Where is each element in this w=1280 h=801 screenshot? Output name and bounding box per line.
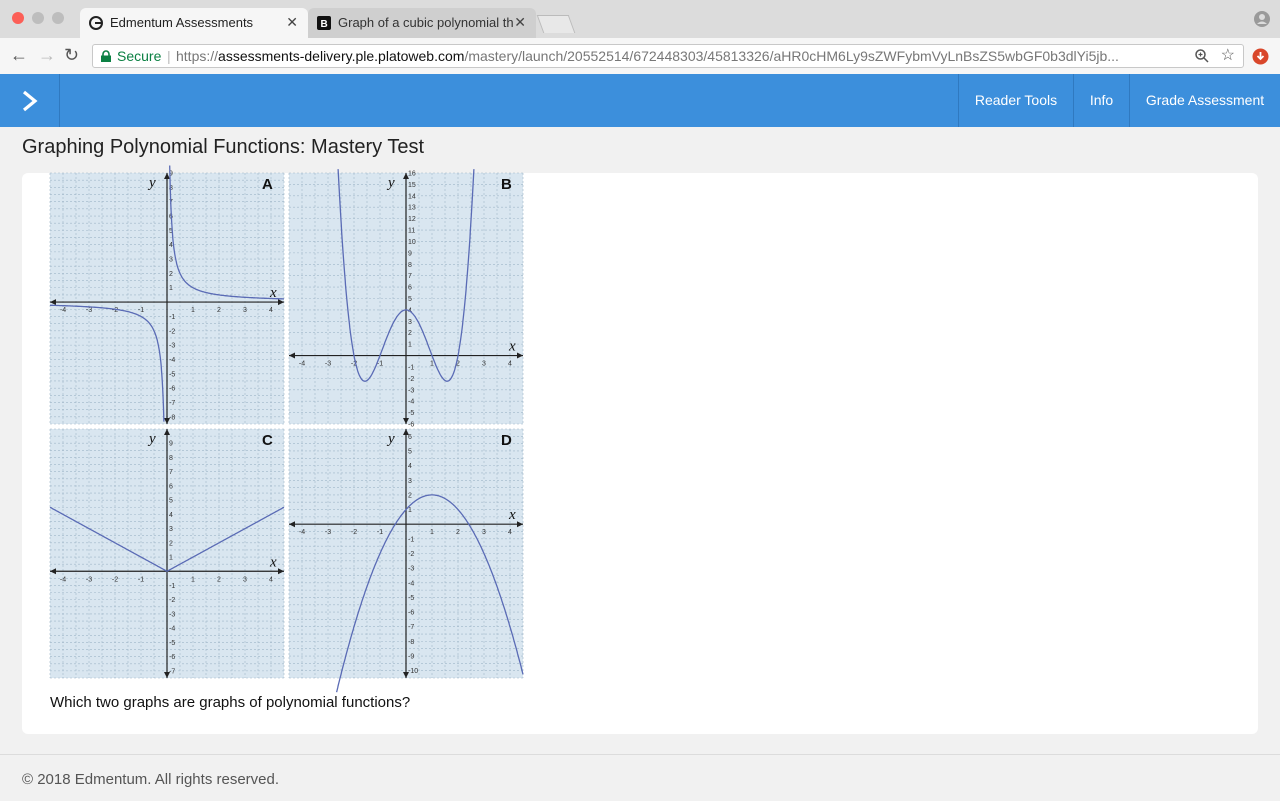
y-tick-label: -2 [408, 551, 415, 558]
y-tick-label: 15 [408, 181, 416, 189]
reload-icon[interactable]: ↻ [64, 45, 80, 65]
x-tick-label: -2 [111, 576, 119, 584]
x-tick-label: 2 [456, 360, 460, 368]
new-tab-button[interactable] [537, 15, 576, 33]
y-tick-label: 1 [408, 341, 412, 349]
y-tick-label: -10 [408, 668, 419, 676]
reader-tools-button[interactable]: Reader Tools [958, 74, 1073, 127]
minimize-window-icon[interactable] [32, 12, 44, 24]
tab-title: Edmentum Assessments [110, 15, 254, 30]
y-tick-label: 9 [408, 250, 412, 258]
bookmark-star-icon[interactable]: ☆ [1220, 47, 1235, 64]
x-axis-label: x [509, 507, 516, 524]
x-tick-label: 4 [269, 307, 273, 315]
y-tick-label: -1 [169, 583, 176, 591]
x-axis-label: x [270, 554, 277, 571]
x-axis-label: x [270, 285, 277, 302]
y-tick-label: 13 [408, 204, 416, 212]
zoom-icon[interactable] [1195, 49, 1209, 63]
grade-assessment-button[interactable]: Grade Assessment [1129, 74, 1280, 127]
y-tick-label: -3 [169, 611, 176, 619]
y-tick-label: -4 [408, 398, 415, 406]
y-tick-label: -6 [408, 421, 415, 429]
extension-icon[interactable] [1252, 48, 1269, 65]
graph-letter-label: C [262, 432, 273, 449]
y-tick-label: -4 [408, 580, 415, 588]
y-tick-label: -2 [408, 375, 415, 383]
x-tick-label: 1 [191, 576, 195, 584]
url-path: /mastery/launch/20552514/672448303/45813326/aHR0cHM6Ly9sZWFybmVyLnBsZS5wbGF0b3dlYi5jb... [464, 48, 1119, 64]
footer [0, 754, 1280, 801]
x-tick-label: -2 [350, 360, 358, 368]
question-text: Which two graphs are graphs of polynomial functions? [50, 694, 411, 711]
y-tick-label: 4 [169, 242, 173, 250]
y-tick-label: -5 [408, 410, 415, 418]
lock-icon [101, 51, 111, 62]
graph-letter-label: A [262, 176, 273, 193]
graph-b [289, 170, 523, 429]
y-tick-label: -5 [408, 594, 415, 602]
y-tick-label: 12 [408, 216, 416, 224]
x-tick-label: 3 [482, 360, 486, 368]
y-axis-label: y [149, 175, 156, 191]
y-axis-label: y [388, 175, 395, 191]
y-tick-label: 3 [408, 477, 412, 485]
expand-panel-button[interactable] [0, 74, 60, 127]
x-tick-label: 1 [430, 529, 434, 537]
y-tick-label: 6 [408, 284, 412, 292]
x-tick-label: 3 [243, 307, 247, 315]
y-tick-label: -8 [408, 638, 415, 646]
x-tick-label: -3 [324, 529, 332, 537]
y-tick-label: -9 [408, 653, 415, 661]
browser-tab-edmentum[interactable] [80, 8, 308, 38]
y-tick-label: -3 [408, 565, 415, 573]
y-tick-label: -6 [169, 385, 176, 393]
y-tick-label: 8 [169, 454, 173, 462]
graph-letter-label: B [501, 176, 512, 193]
secure-label: Secure [117, 48, 162, 64]
forward-arrow-icon[interactable]: → [38, 45, 56, 65]
x-tick-label: -2 [111, 307, 119, 315]
x-tick-label: -3 [85, 307, 93, 315]
zoom-window-icon[interactable] [52, 12, 64, 24]
y-tick-label: 16 [408, 170, 416, 178]
x-tick-label: -1 [137, 307, 145, 315]
y-tick-label: 1 [169, 554, 173, 562]
y-tick-label: 8 [169, 184, 173, 192]
x-tick-label: 3 [243, 576, 247, 584]
page-title: Graphing Polynomial Functions: Mastery Test [22, 136, 425, 158]
assessment-header [0, 74, 1280, 127]
y-tick-label: -8 [169, 414, 176, 422]
browser-toolbar [0, 38, 1280, 75]
close-tab-icon[interactable]: ✕ [286, 14, 298, 30]
y-tick-label: -7 [408, 624, 415, 632]
x-tick-label: 4 [508, 360, 512, 368]
y-tick-label: 2 [408, 330, 412, 338]
x-tick-label: -3 [324, 360, 332, 368]
x-tick-label: 4 [269, 576, 273, 584]
y-tick-label: 1 [169, 285, 173, 293]
y-tick-label: 8 [408, 261, 412, 269]
x-tick-label: -3 [85, 576, 93, 584]
x-tick-label: -1 [376, 529, 384, 537]
y-tick-label: 6 [169, 483, 173, 491]
y-tick-label: 11 [408, 227, 416, 235]
chevron-right-icon [20, 89, 40, 113]
x-tick-label: 1 [191, 307, 195, 315]
y-tick-label: 2 [169, 540, 173, 548]
profile-icon[interactable] [1254, 11, 1270, 27]
y-tick-label: -1 [408, 536, 415, 544]
x-tick-label: -1 [137, 576, 145, 584]
y-tick-label: 6 [408, 433, 412, 441]
close-window-icon[interactable] [12, 12, 24, 24]
x-tick-label: 3 [482, 529, 486, 537]
x-tick-label: -1 [376, 360, 384, 368]
x-tick-label: 2 [456, 529, 460, 537]
y-tick-label: 10 [408, 238, 416, 246]
url-text [176, 45, 1186, 67]
y-tick-label: 4 [169, 511, 173, 519]
y-tick-label: 5 [169, 227, 173, 235]
y-tick-label: 5 [408, 448, 412, 456]
y-tick-label: 1 [408, 507, 412, 515]
close-tab-icon[interactable]: ✕ [514, 14, 526, 30]
x-tick-label: -4 [59, 576, 67, 584]
x-tick-label: 2 [217, 576, 221, 584]
y-tick-label: 2 [408, 492, 412, 500]
y-tick-label: -6 [408, 609, 415, 617]
graph-d [289, 429, 523, 678]
y-axis-label: y [388, 431, 395, 447]
browser-tab-graph[interactable] [308, 8, 536, 38]
address-bar[interactable] [92, 44, 1244, 68]
y-tick-label: 7 [408, 273, 412, 281]
y-axis-label: y [149, 431, 156, 447]
y-tick-label: -5 [169, 639, 176, 647]
graph-c [50, 429, 284, 678]
y-tick-label: -4 [169, 625, 176, 633]
edmentum-favicon-icon [89, 16, 103, 30]
x-axis-label: x [509, 338, 516, 355]
y-tick-label: -2 [169, 597, 176, 605]
y-tick-label: 7 [169, 469, 173, 477]
y-tick-label: 7 [169, 199, 173, 207]
y-tick-label: 6 [169, 213, 173, 221]
y-tick-label: 3 [169, 256, 173, 264]
b-favicon-icon [317, 16, 331, 30]
url-scheme: https:// [176, 48, 219, 64]
browser-titlebar [0, 0, 1280, 39]
y-tick-label: 5 [408, 296, 412, 303]
x-tick-label: -4 [59, 307, 67, 315]
y-tick-label: -7 [169, 668, 176, 676]
y-tick-label: -1 [169, 313, 176, 321]
graph-letter-label: D [501, 432, 512, 449]
y-tick-label: -3 [169, 342, 176, 350]
x-tick-label: 1 [430, 360, 434, 368]
y-tick-label: 4 [408, 307, 412, 315]
graph-a [50, 170, 284, 424]
x-tick-label: -4 [298, 360, 306, 368]
x-tick-label: -2 [350, 529, 358, 537]
info-button[interactable]: Info [1073, 74, 1129, 127]
url-host: assessments-delivery.ple.platoweb.com [218, 48, 465, 64]
url-separator: | [167, 48, 171, 64]
svg-text:B: B [320, 19, 328, 30]
y-tick-label: -6 [169, 654, 176, 662]
y-tick-label: -4 [169, 356, 176, 364]
x-tick-label: 2 [217, 307, 221, 315]
copyright-text: © 2018 Edmentum. All rights reserved. [22, 771, 280, 788]
y-tick-label: 14 [408, 193, 416, 201]
x-tick-label: -4 [298, 529, 306, 537]
y-tick-label: 5 [169, 497, 173, 505]
y-tick-label: 9 [169, 170, 173, 178]
y-tick-label: -3 [408, 387, 415, 395]
back-arrow-icon[interactable]: ← [10, 45, 28, 65]
y-tick-label: -2 [169, 328, 176, 336]
y-tick-label: 2 [169, 270, 173, 278]
x-tick-label: 4 [508, 529, 512, 537]
y-tick-label: -1 [408, 364, 415, 372]
y-tick-label: 3 [408, 318, 412, 326]
y-tick-label: -7 [169, 399, 176, 407]
question-card [22, 170, 1258, 734]
y-tick-label: 3 [169, 526, 173, 534]
y-tick-label: -5 [169, 371, 176, 379]
tab-title: Graph of a cubic polynomial th [338, 15, 514, 30]
y-tick-label: 4 [408, 463, 412, 471]
y-tick-label: 9 [169, 440, 173, 448]
